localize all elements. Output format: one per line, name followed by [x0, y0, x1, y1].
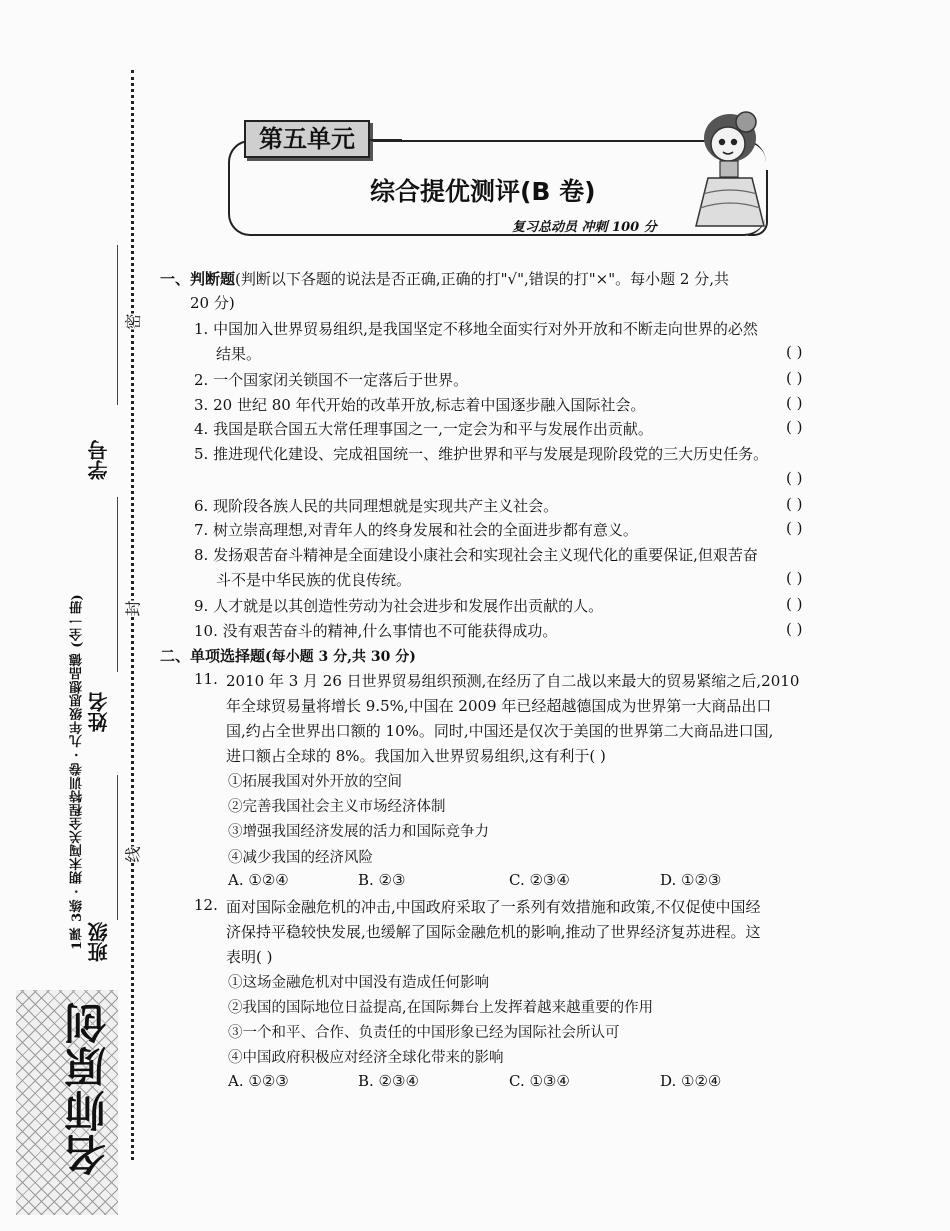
q12-item3: ③一个和平、合作、负责任的中国形象已经为国际社会所认可 — [228, 1025, 620, 1041]
q3-num: 3. — [194, 396, 209, 414]
q7-line1: 树立崇高理想,对青年人的终身发展和社会的全面进步都有意义。 — [213, 521, 638, 539]
q11-line1: 2010 年 3 月 26 日世界贸易组织预测,在经历了自二战以来最大的贸易紧缩之后,2010 — [226, 672, 800, 690]
q12-line3: 表明( ) — [226, 948, 273, 966]
q12-item1: ①这场金融危机对中国没有造成任何影响 — [228, 975, 489, 991]
q6-line1: 现阶段各族人民的共同理想就是实现共产主义社会。 — [213, 497, 559, 515]
q11-line2: 年全球贸易量将增长 9.5%,中国在 2009 年已经超越德国成为世界第一大商品出口 — [226, 697, 772, 715]
q9-text — [194, 595, 603, 616]
q4-line1: 我国是联合国五大常任理事国之一,一定会为和平与发展作出贡献。 — [213, 420, 653, 438]
q7-num: 7. — [194, 521, 209, 539]
section2-note: (每小题 3 分,共 30 分) — [265, 649, 416, 665]
q9-line1: 人才就是以其创造性劳动为社会进步和发展作出贡献的人。 — [213, 597, 604, 615]
q12-line2: 济保持平稳较快发展,也缓解了国际金融危机的影响,推动了世界经济复苏进程。这 — [226, 923, 761, 941]
student-id-label: 学号 — [87, 440, 111, 480]
section1-heading — [160, 268, 729, 289]
unit-label-tail — [370, 139, 402, 141]
q10-line1: 没有艰苦奋斗的精神,什么事情也不可能获得成功。 — [222, 622, 558, 640]
name-line — [117, 497, 118, 672]
q11-line3: 国,约占全世界出口额的 10%。同时,中国还是仅次于美国的世界第二大商品进口国, — [226, 722, 774, 740]
q5-text — [194, 443, 768, 464]
q8-answer-paren: ( ) — [786, 569, 803, 587]
q4-text — [194, 418, 653, 439]
q8-line1: 发扬艰苦奋斗精神是全面建设小康社会和实现社会主义现代化的重要保证,但艰苦奋 — [213, 546, 758, 564]
name-label: 姓名 — [87, 692, 111, 732]
q1-answer-paren: ( ) — [786, 343, 803, 361]
q7-text — [194, 519, 638, 540]
q2-answer-paren: ( ) — [786, 369, 803, 387]
class-label: 班级 — [87, 922, 111, 962]
q1-line2: 结果。 — [216, 345, 262, 363]
q10-text — [194, 620, 557, 641]
section1-title: 一、判断题 — [160, 270, 236, 288]
q6-answer-paren: ( ) — [786, 495, 803, 513]
page-title: 综合提优测评(B 卷) — [370, 177, 596, 206]
q12-choice-d: D. ①②④ — [660, 1072, 722, 1090]
section2-heading — [160, 645, 416, 666]
q11-line4: 进口额占全球的 8%。我国加入世界贸易组织,这有利于( ) — [226, 747, 606, 765]
seal-char-feng: 封 — [121, 600, 144, 616]
q5-answer-paren: ( ) — [786, 469, 803, 487]
section1-note: (判断以下各题的说法是否正确,正确的打"√",错误的打"×"。每小题 2 分,共 — [235, 270, 729, 288]
q4-answer-paren: ( ) — [786, 418, 803, 436]
brand-name: 名师原创 — [63, 1000, 112, 1176]
q2-text — [194, 369, 468, 390]
q11-item2: ②完善我国社会主义市场经济体制 — [228, 799, 446, 815]
q12-num: 12. — [194, 896, 218, 914]
q6-text — [194, 495, 558, 516]
q11-choice-d: D. ①②③ — [660, 871, 722, 889]
q12-item2: ②我国的国际地位日益提高,在国际舞台上发挥着越来越重要的作用 — [228, 1000, 654, 1016]
series-title: 1课 3练 · 期末闯关全程特训卷 · 九年级思想品德 (全一册) — [70, 593, 85, 950]
q11-item1: ①拓展我国对外开放的空间 — [228, 774, 402, 790]
q11-choice-b: B. ②③ — [358, 871, 406, 889]
q12-choice-b: B. ②③④ — [358, 1072, 419, 1090]
q12-choice-a: A. ①②③ — [228, 1072, 289, 1090]
q5-num: 5. — [194, 445, 209, 463]
q11-item4: ④减少我国的经济风险 — [228, 850, 373, 866]
q3-line1: 20 世纪 80 年代开始的改革开放,标志着中国逐步融入国际社会。 — [213, 396, 646, 414]
q12-item4: ④中国政府积极应对经济全球化带来的影响 — [228, 1050, 504, 1066]
section1-note-cont: 20 分) — [190, 294, 235, 312]
q12-choice-c: C. ①③④ — [509, 1072, 570, 1090]
cartoon-girl-icon — [690, 108, 768, 232]
q11-item3: ③增强我国经济发展的活力和国际竞争力 — [228, 824, 489, 840]
q5-line1: 推进现代化建设、完成祖国统一、维护世界和平与发展是现阶段党的三大历史任务。 — [213, 445, 769, 463]
q11-choice-c: C. ②③④ — [509, 871, 570, 889]
q8-line2: 斗不是中华民族的优良传统。 — [216, 571, 412, 589]
q11-num: 11. — [194, 670, 218, 688]
class-line — [117, 775, 118, 920]
q11-choice-a: A. ①②④ — [228, 871, 289, 889]
page-subtitle: 复习总动员 冲刺 100 分 — [512, 220, 657, 235]
q1-text — [194, 318, 758, 339]
q10-answer-paren: ( ) — [786, 620, 803, 638]
q8-text — [194, 544, 758, 565]
seal-char-mi: 密 — [121, 313, 144, 329]
q10-num: 10. — [194, 622, 218, 640]
q8-num: 8. — [194, 546, 209, 564]
seal-char-xian: 线 — [121, 846, 144, 862]
section2-title: 二、单项选择题 — [160, 647, 266, 665]
student-id-line — [117, 245, 118, 405]
unit-label: 第五单元 — [244, 120, 370, 158]
q7-answer-paren: ( ) — [786, 519, 803, 537]
q9-num: 9. — [194, 597, 209, 615]
q2-num: 2. — [194, 371, 209, 389]
q2-line1: 一个国家闭关锁国不一定落后于世界。 — [213, 371, 469, 389]
q12-line1: 面对国际金融危机的冲击,中国政府采取了一系列有效措施和政策,不仅促使中国经 — [226, 898, 761, 916]
q3-text — [194, 394, 645, 415]
q9-answer-paren: ( ) — [786, 595, 803, 613]
q4-num: 4. — [194, 420, 209, 438]
q1-line1: 中国加入世界贸易组织,是我国坚定不移地全面实行对外开放和不断走向世界的必然 — [213, 320, 758, 338]
q6-num: 6. — [194, 497, 209, 515]
q3-answer-paren: ( ) — [786, 394, 803, 412]
q1-num: 1. — [194, 320, 209, 338]
